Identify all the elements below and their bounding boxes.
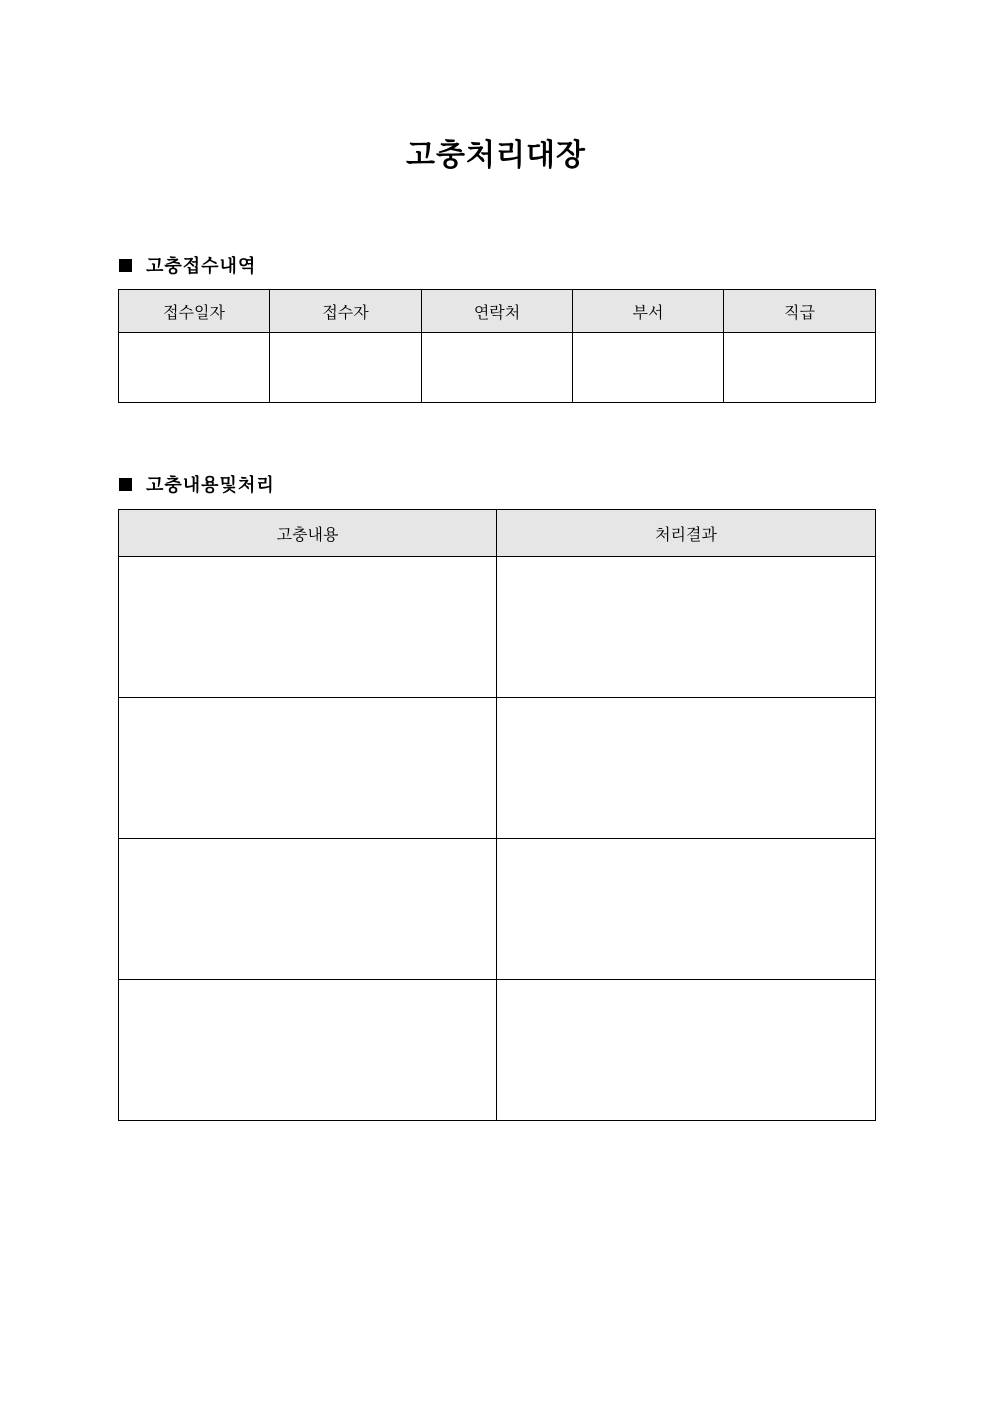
table-row [119, 839, 876, 980]
column-header-position: 직급 [724, 290, 876, 333]
content-table [118, 509, 876, 1121]
receipt-table-header-row [119, 290, 876, 333]
receiver-cell[interactable] [270, 333, 422, 403]
grievance-content-cell[interactable] [119, 698, 497, 839]
processing-result-cell[interactable] [497, 698, 876, 839]
column-header-processing-result: 처리결과 [497, 510, 876, 557]
position-cell[interactable] [724, 333, 876, 403]
table-row [119, 980, 876, 1121]
grievance-content-cell[interactable] [119, 839, 497, 980]
column-header-department: 부서 [573, 290, 724, 333]
processing-result-cell[interactable] [497, 839, 876, 980]
receipt-date-cell[interactable] [119, 333, 270, 403]
receipt-table [118, 289, 876, 403]
content-section-label: 고충내용및처리 [146, 475, 275, 496]
square-bullet-icon [119, 259, 132, 272]
column-header-receiver: 접수자 [270, 290, 422, 333]
content-section-heading [119, 472, 275, 496]
receipt-section-label: 고충접수내역 [146, 256, 257, 277]
contact-cell[interactable] [422, 333, 573, 403]
content-table-header-row [119, 510, 876, 557]
table-row [119, 557, 876, 698]
column-header-receipt-date: 접수일자 [119, 290, 270, 333]
column-header-grievance-content: 고충내용 [119, 510, 497, 557]
square-bullet-icon [119, 478, 132, 491]
column-header-contact: 연락처 [422, 290, 573, 333]
grievance-content-cell[interactable] [119, 557, 497, 698]
table-row [119, 333, 876, 403]
processing-result-cell[interactable] [497, 557, 876, 698]
receipt-section-heading [119, 253, 256, 277]
processing-result-cell[interactable] [497, 980, 876, 1121]
grievance-content-cell[interactable] [119, 980, 497, 1121]
table-row [119, 698, 876, 839]
page-title: 고충처리대장 [406, 138, 586, 173]
department-cell[interactable] [573, 333, 724, 403]
